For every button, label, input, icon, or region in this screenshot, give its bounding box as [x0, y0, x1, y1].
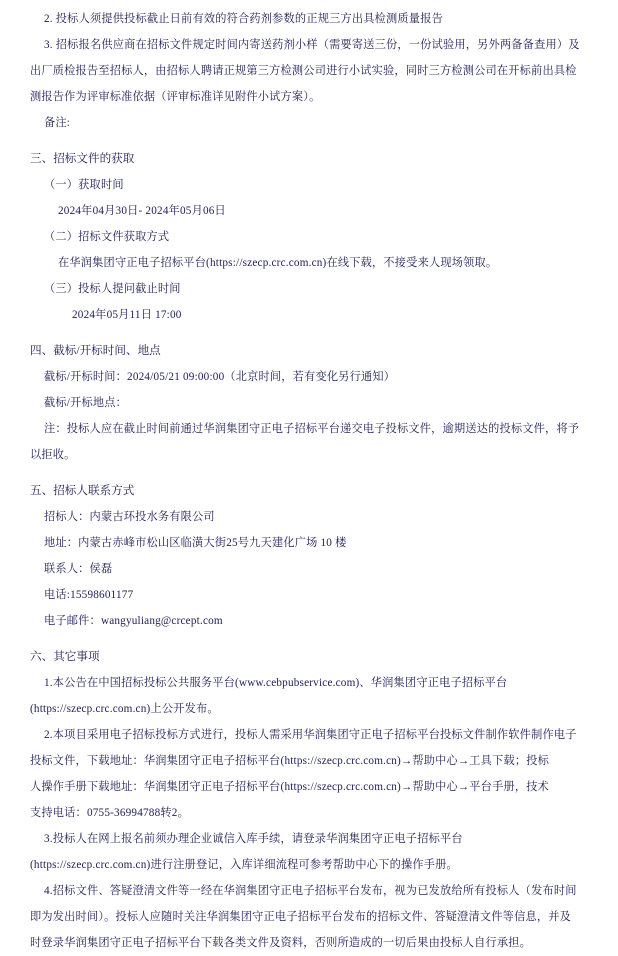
section-line: 地址：内蒙古赤峰市松山区临潢大街25号九天建化广场 10 楼 — [44, 537, 347, 549]
section-line: (https://szecp.crc.com.cn)进行注册登记，入库详细流程可参考帮助中心下的操作手册。 — [30, 859, 458, 871]
clause-line: 3. 招标报名供应商在招标文件规定时间内寄送药剂小样（需要寄送三份，一份试验用，另外两备备查用）及 — [44, 39, 580, 51]
section-line: 1.本公告在中国招标投标公共服务平台(www.cebpubservice.com)、华润集团守正电子招标平台 — [44, 677, 508, 689]
section-line: 投标文件，下载地址：华润集团守正电子招标平台(https://szecp.crc.com.cn)→帮助中心→工具下载；投标 — [30, 755, 550, 767]
section-line: 时登录华润集团守正电子招标平台下载各类文件及资料，否则所造成的一切后果由投标人自行承担。 — [30, 937, 532, 949]
section-line: 注：投标人应在截止时间前通过华润集团守正电子招标平台递交电子投标文件，逾期送达的投标文件，将予 — [44, 423, 580, 435]
section-line: 2024年04月30日- 2024年05月06日 — [58, 205, 226, 217]
section-file-acquisition — [30, 146, 588, 328]
remark-label: 备注: — [44, 117, 71, 129]
section-line: （二）招标文件获取方式 — [44, 231, 170, 243]
section-line: 电话:15598601177 — [44, 589, 134, 601]
section-heading: 五、招标人联系方式 — [30, 484, 135, 497]
section-line: 2024年05月11日 17:00 — [72, 309, 182, 321]
section-line: 2.本项目采用电子招标投标方式进行，投标人需采用华润集团守正电子招标平台投标文件制作软件制作电子 — [44, 729, 577, 741]
top-clause-block — [30, 6, 588, 136]
section-line: 联系人：侯磊 — [44, 563, 113, 575]
section-line: 在华润集团守正电子招标平台(https://szecp.crc.com.cn)在线下载，不接受来人现场领取。 — [58, 257, 498, 269]
section-heading: 六、其它事项 — [30, 650, 100, 663]
section-line: 3.投标人在网上报名前须办理企业诚信入库手续，请登录华润集团守正电子招标平台 — [44, 833, 463, 845]
section-line: 支持电话：0755-36994788转2。 — [30, 807, 189, 819]
section-contact — [30, 478, 588, 634]
section-bid-opening — [30, 338, 588, 468]
section-heading: 四、截标/开标时间、地点 — [30, 344, 161, 357]
section-line: 以拒收。 — [30, 449, 76, 461]
section-line: （三）投标人提问截止时间 — [44, 283, 181, 295]
clause-line: 出厂质检报告至招标人，由招标人聘请正规第三方检测公司进行小试实验，同时三方检测公司在开标前出具检 — [30, 65, 577, 77]
section-line: 即为发出时间）。投标人应随时关注华润集团守正电子招标平台发布的招标文件、答疑澄清文件等信息，并及 — [30, 911, 572, 923]
section-line: （一）获取时间 — [44, 179, 124, 191]
section-line: 电子邮件：wangyuliang@crcept.com — [44, 615, 223, 627]
section-line: 截标/开标时间：2024/05/21 09:00:00（北京时间，若有变化另行通知） — [44, 371, 396, 383]
section-line: 4.招标文件、答疑澄清文件等一经在华润集团守正电子招标平台发布，视为已发放给所有投标人（发布时间 — [44, 885, 577, 897]
clause-line: 2. 投标人须提供投标截止日前有效的符合药剂参数的正规三方出具检测质量报告 — [44, 13, 443, 25]
section-line: (https://szecp.crc.com.cn)上公开发布。 — [30, 703, 219, 715]
section-heading: 三、招标文件的获取 — [30, 152, 135, 165]
clause-line: 测报告作为评审标准依据（评审标准详见附件小试方案）。 — [30, 91, 321, 103]
section-line: 人操作手册下载地址：华润集团守正电子招标平台(https://szecp.crc.com.cn)→帮助中心→平台手册，技术 — [30, 781, 550, 793]
section-line: 招标人：内蒙古环投水务有限公司 — [44, 511, 215, 523]
section-other-matters — [30, 644, 588, 956]
section-line: 截标/开标地点： — [44, 397, 128, 409]
